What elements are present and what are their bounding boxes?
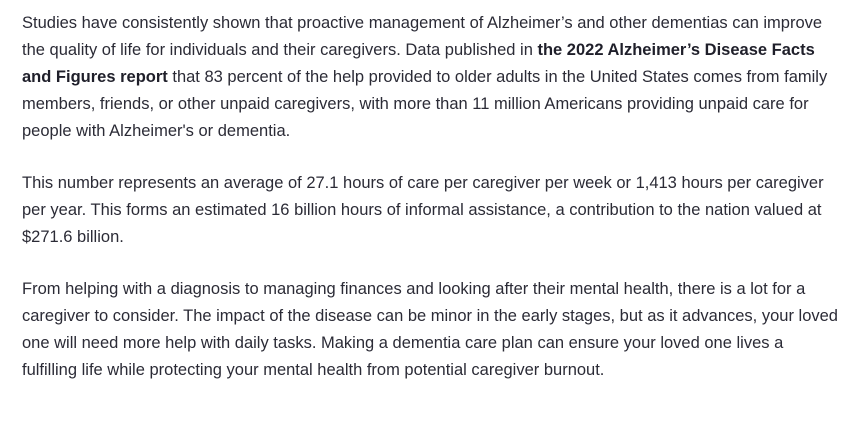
paragraph-alzheimers-facts <box>22 10 840 145</box>
article-body <box>22 10 840 409</box>
paragraph-caregiver-hours: This number represents an average of 27.1 hours of care per caregiver per week or 1,413 hours per caregiver per year. This forms an estimated 16 billion hours of informal assistance, a contribution to the nation valued at $271.6 billion. <box>22 174 824 246</box>
paragraph-care-plan: From helping with a diagnosis to managing finances and looking after their mental health, there is a lot for a caregiver to consider. The impact of the disease can be minor in the early stages, but as it advances, your loved one will need more help with daily tasks. Making a dementia care plan can ensure your loved one lives a fulfilling life while protecting your mental health from potential caregiver burnout. <box>22 280 838 379</box>
paragraph-1-closing-text: that 83 percent of the help provided to older adults in the United States comes from family members, friends, or other unpaid caregivers, with more than 11 million Americans providing unpaid care for people with Alzheimer's or dementia. <box>22 68 828 140</box>
facts-and-figures-report-link[interactable]: the 2022 Alzheimer’s Disease Facts and Figures report <box>22 41 815 86</box>
paragraph-1-intro-text: Studies have consistently shown that proactive management of Alzheimer’s and other dementias can improve the quality of life for individuals and their caregivers. Data published in <box>22 14 823 59</box>
